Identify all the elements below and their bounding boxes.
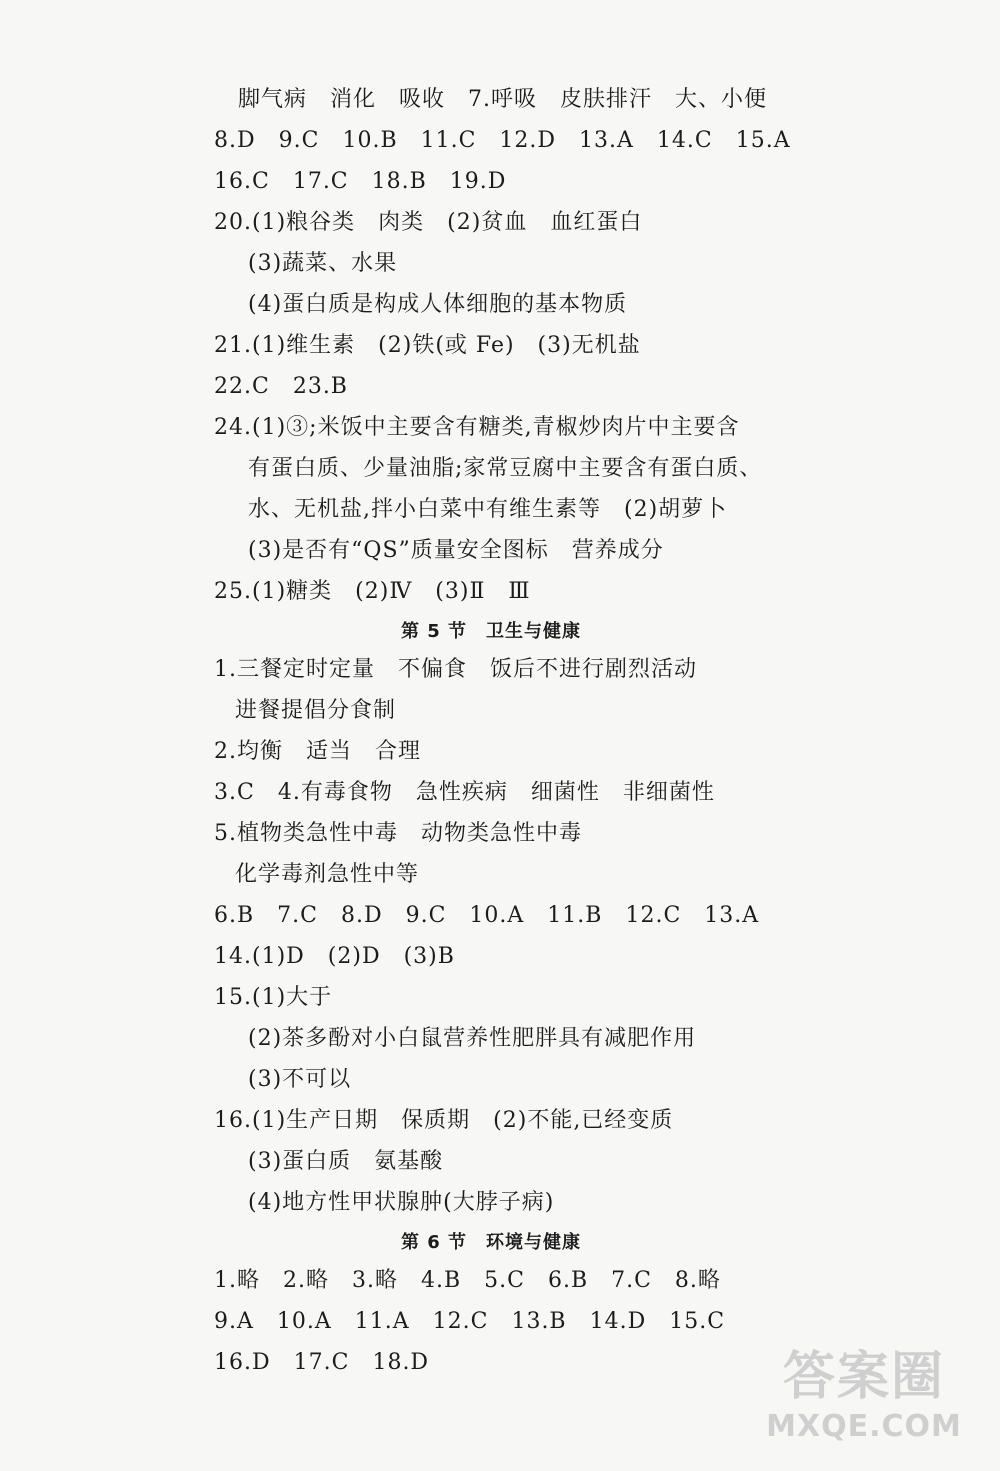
answer-line: 5.植物类急性中毒 动物类急性中毒 bbox=[214, 821, 582, 846]
answer-line: 15.(1)大于 bbox=[214, 985, 333, 1010]
watermark-logo-text: 答案圈 bbox=[782, 1347, 945, 1407]
answer-line: 水、无机盐,拌小白菜中有维生素等 (2)胡萝卜 bbox=[248, 497, 728, 522]
answer-line: 1.略 2.略 3.略 4.B 5.C 6.B 7.C 8.略 bbox=[214, 1268, 721, 1293]
answer-line: (4)蛋白质是构成人体细胞的基本物质 bbox=[248, 292, 628, 317]
watermark-url-text: MXQE.COM bbox=[766, 1409, 962, 1444]
answer-line: 14.(1)D (2)D (3)B bbox=[214, 944, 455, 969]
section-heading: 第 5 节 卫生与健康 bbox=[401, 621, 582, 642]
answer-line: 16.(1)生产日期 保质期 (2)不能,已经变质 bbox=[214, 1108, 674, 1133]
section-heading: 第 6 节 环境与健康 bbox=[401, 1232, 582, 1253]
answer-line: (3)蛋白质 氨基酸 bbox=[248, 1149, 444, 1174]
answer-line: 25.(1)糖类 (2)Ⅳ (3)Ⅱ Ⅲ bbox=[214, 579, 531, 604]
answer-line: (3)蔬菜、水果 bbox=[248, 251, 398, 276]
answer-line: (3)是否有“QS”质量安全图标 营养成分 bbox=[248, 538, 664, 563]
answer-line: (3)不可以 bbox=[248, 1067, 352, 1092]
answer-line: (4)地方性甲状腺肿(大脖子病) bbox=[248, 1190, 555, 1215]
answer-line: 有蛋白质、少量油脂;家常豆腐中主要含有蛋白质、 bbox=[248, 456, 763, 481]
answer-line: 9.A 10.A 11.A 12.C 13.B 14.D 15.C bbox=[214, 1309, 726, 1334]
answer-line: 16.D 17.C 18.D bbox=[214, 1350, 430, 1375]
answer-line: 8.D 9.C 10.B 11.C 12.D 13.A 14.C 15.A bbox=[214, 128, 791, 153]
answer-line: 化学毒剂急性中等 bbox=[235, 862, 420, 887]
answer-line: 3.C 4.有毒食物 急性疾病 细菌性 非细菌性 bbox=[214, 780, 715, 805]
answer-line: 16.C 17.C 18.B 19.D bbox=[214, 169, 507, 194]
answer-line: 22.C 23.B bbox=[214, 374, 348, 399]
answer-line: 1.三餐定时定量 不偏食 饭后不进行剧烈活动 bbox=[214, 657, 697, 682]
answer-line: 24.(1)③;米饭中主要含有糖类,青椒炒肉片中主要含 bbox=[214, 415, 740, 440]
answer-line: 2.均衡 适当 合理 bbox=[214, 739, 421, 764]
answer-line: 20.(1)粮谷类 肉类 (2)贫血 血红蛋白 bbox=[214, 210, 643, 235]
answer-line: 6.B 7.C 8.D 9.C 10.A 11.B 12.C 13.A bbox=[214, 903, 760, 928]
answer-line: 进餐提倡分食制 bbox=[235, 698, 397, 723]
answer-line: 脚气病 消化 吸收 7.呼吸 皮肤排汗 大、小便 bbox=[238, 87, 767, 112]
answer-line: (2)茶多酚对小白鼠营养性肥胖具有减肥作用 bbox=[248, 1026, 697, 1051]
answer-line: 21.(1)维生素 (2)铁(或 Fe) (3)无机盐 bbox=[214, 333, 641, 358]
site-watermark bbox=[754, 1345, 974, 1465]
